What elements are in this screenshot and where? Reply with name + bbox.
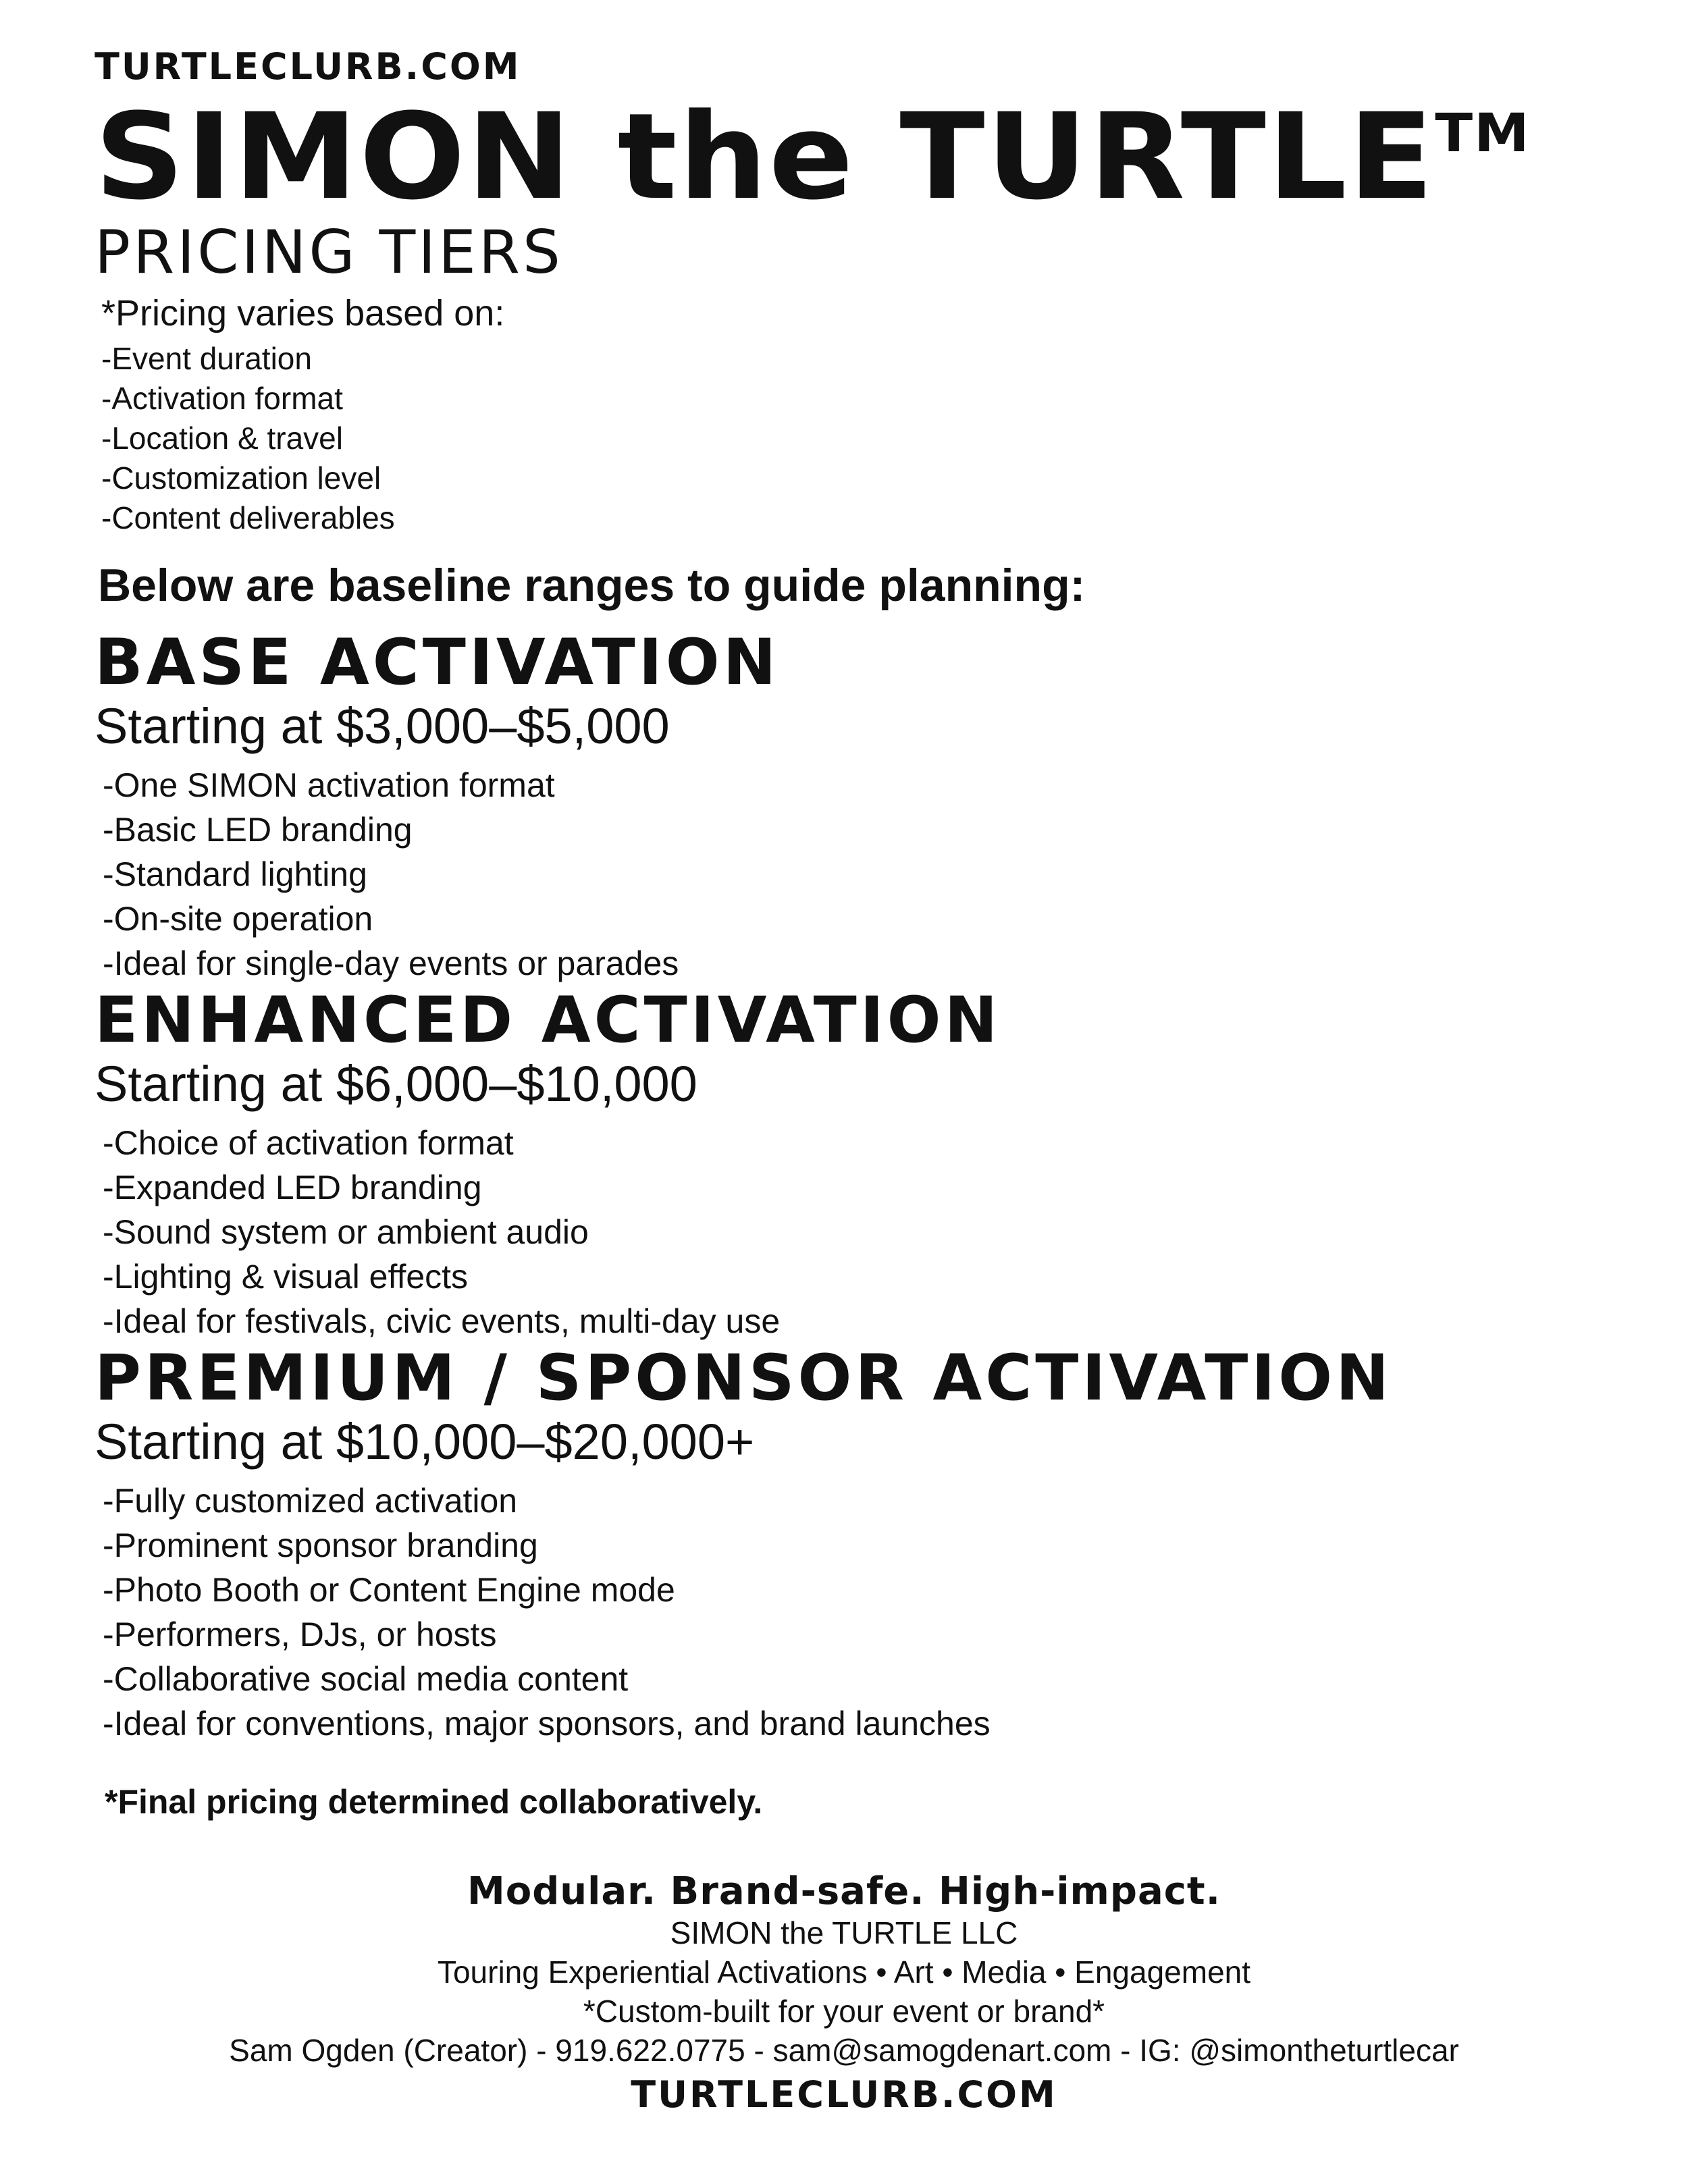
list-item: -Ideal for festivals, civic events, multi-day use — [103, 1302, 781, 1340]
list-item: -Prominent sponsor branding — [103, 1526, 538, 1564]
pricing-factors-lead: *Pricing varies based on: — [101, 293, 505, 334]
tier-name: PREMIUM / SPONSOR ACTIVATION — [95, 1341, 1392, 1415]
company-name: SIMON the TURTLE LLC — [670, 1915, 1018, 1951]
list-item: -Activation format — [101, 381, 343, 417]
tier-name: ENHANCED ACTIVATION — [95, 984, 1001, 1057]
page-subtitle: PRICING TIERS — [95, 217, 563, 287]
site-url-top: TURTLECLURB.COM — [95, 45, 521, 88]
page-title — [95, 88, 1531, 226]
tier-features — [103, 1121, 1001, 1343]
list-item: -Standard lighting — [103, 855, 367, 893]
list-item: -Ideal for single-day events or parades — [103, 944, 679, 982]
list-item: -Fully customized activation — [103, 1481, 518, 1520]
trademark-symbol: TM — [1435, 103, 1531, 164]
baseline-heading: Below are baseline ranges to guide planning: — [98, 560, 1086, 611]
tagline: Modular. Brand-safe. High-impact. — [467, 1869, 1221, 1913]
title-text: SIMON the TURTLE — [95, 88, 1435, 226]
tier-features — [103, 763, 779, 986]
contact-line: Sam Ogden (Creator) - 919.622.0775 - sam@samogdenart.com - IG: @simontheturtlecar — [229, 2033, 1459, 2069]
list-item: -Ideal for conventions, major sponsors, and brand launches — [103, 1704, 991, 1742]
tier-base — [95, 626, 780, 986]
tier-price: Starting at $6,000–$10,000 — [95, 1056, 697, 1112]
tier-enhanced — [95, 984, 1001, 1343]
list-item: -Sound system or ambient audio — [103, 1213, 589, 1251]
tier-price: Starting at $10,000–$20,000+ — [95, 1414, 755, 1470]
list-item: -Location & travel — [101, 421, 343, 456]
pricing-factors-list — [101, 339, 504, 538]
custom-note: *Custom-built for your event or brand* — [583, 1994, 1105, 2029]
services-line: Touring Experiential Activations • Art • Media • Engagement — [437, 1954, 1251, 1990]
tier-price: Starting at $3,000–$5,000 — [95, 698, 670, 754]
tier-name: BASE ACTIVATION — [95, 626, 780, 699]
list-item: -Lighting & visual effects — [103, 1257, 469, 1296]
list-item: -Choice of activation format — [103, 1123, 514, 1162]
tier-premium — [95, 1341, 1392, 1746]
list-item: -Content deliverables — [101, 500, 395, 536]
site-url-bottom: TURTLECLURB.COM — [631, 2073, 1057, 2116]
list-item: -Photo Booth or Content Engine mode — [103, 1570, 675, 1609]
list-item: -On-site operation — [103, 899, 373, 938]
list-item: -Collaborative social media content — [103, 1659, 629, 1698]
tier-features — [103, 1479, 1392, 1746]
list-item: -Performers, DJs, or hosts — [103, 1615, 497, 1653]
list-item: -Event duration — [101, 341, 312, 377]
pricing-factors — [101, 294, 504, 538]
list-item: -One SIMON activation format — [103, 766, 555, 804]
final-pricing-note: *Final pricing determined collaboratively. — [105, 1783, 763, 1821]
footer — [0, 1869, 1688, 2116]
list-item: -Expanded LED branding — [103, 1168, 482, 1206]
list-item: -Customization level — [101, 460, 381, 496]
list-item: -Basic LED branding — [103, 810, 413, 849]
